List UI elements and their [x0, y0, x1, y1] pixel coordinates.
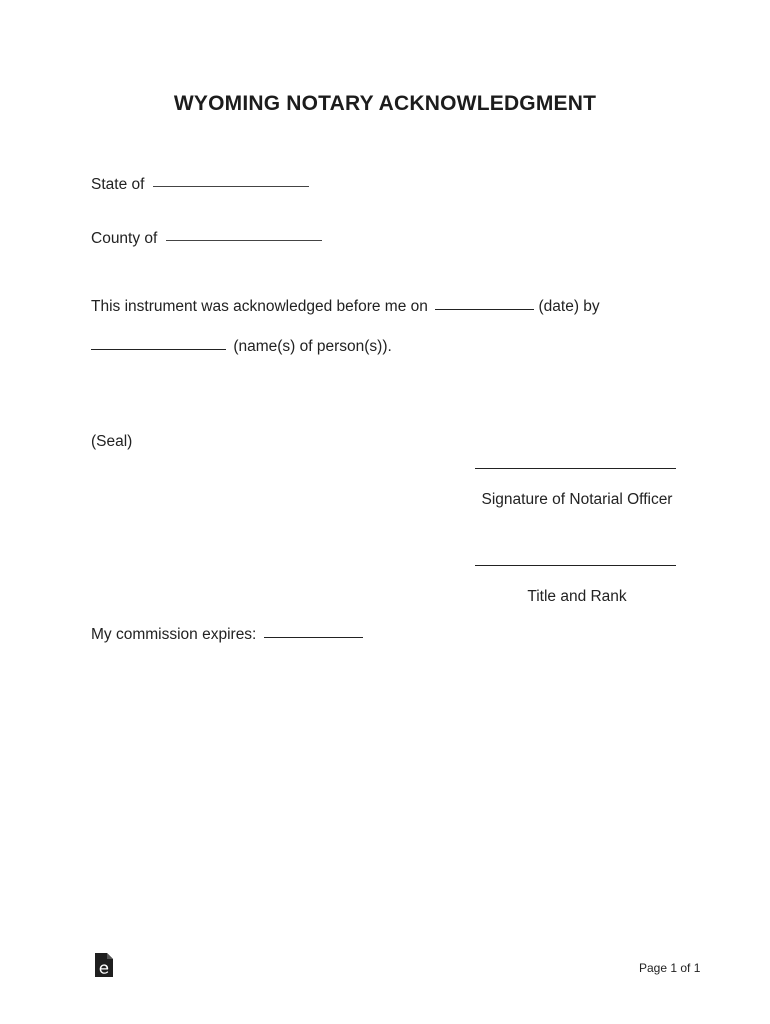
eforms-document-icon: [94, 952, 114, 978]
commission-label: My commission expires:: [91, 626, 257, 643]
title-rank-caption: Title and Rank: [527, 588, 627, 605]
commission-row: [91, 626, 363, 644]
state-row: [91, 176, 309, 194]
document-title: WYOMING NOTARY ACKNOWLEDGMENT: [173, 92, 597, 115]
seal-label: (Seal): [91, 433, 133, 450]
names-suffix: (name(s) of person(s)).: [233, 338, 392, 355]
names-blank-field[interactable]: [91, 348, 226, 350]
title-rank-line[interactable]: [475, 565, 676, 566]
county-blank-field[interactable]: [166, 239, 322, 241]
state-blank-field[interactable]: [153, 185, 309, 187]
acknowledgment-text: This instrument was acknowledged before me on: [91, 298, 428, 315]
state-label: State of: [91, 176, 145, 193]
signature-line[interactable]: [475, 468, 676, 469]
signature-caption: Signature of Notarial Officer: [481, 491, 673, 508]
date-suffix: (date) by: [538, 298, 600, 315]
commission-blank-field[interactable]: [264, 636, 363, 638]
names-row: [91, 338, 392, 356]
county-label: County of: [91, 230, 158, 247]
acknowledgment-row: [91, 298, 600, 316]
date-blank-field[interactable]: [435, 308, 534, 310]
county-row: [91, 230, 322, 248]
page-number: Page 1 of 1: [639, 961, 701, 975]
